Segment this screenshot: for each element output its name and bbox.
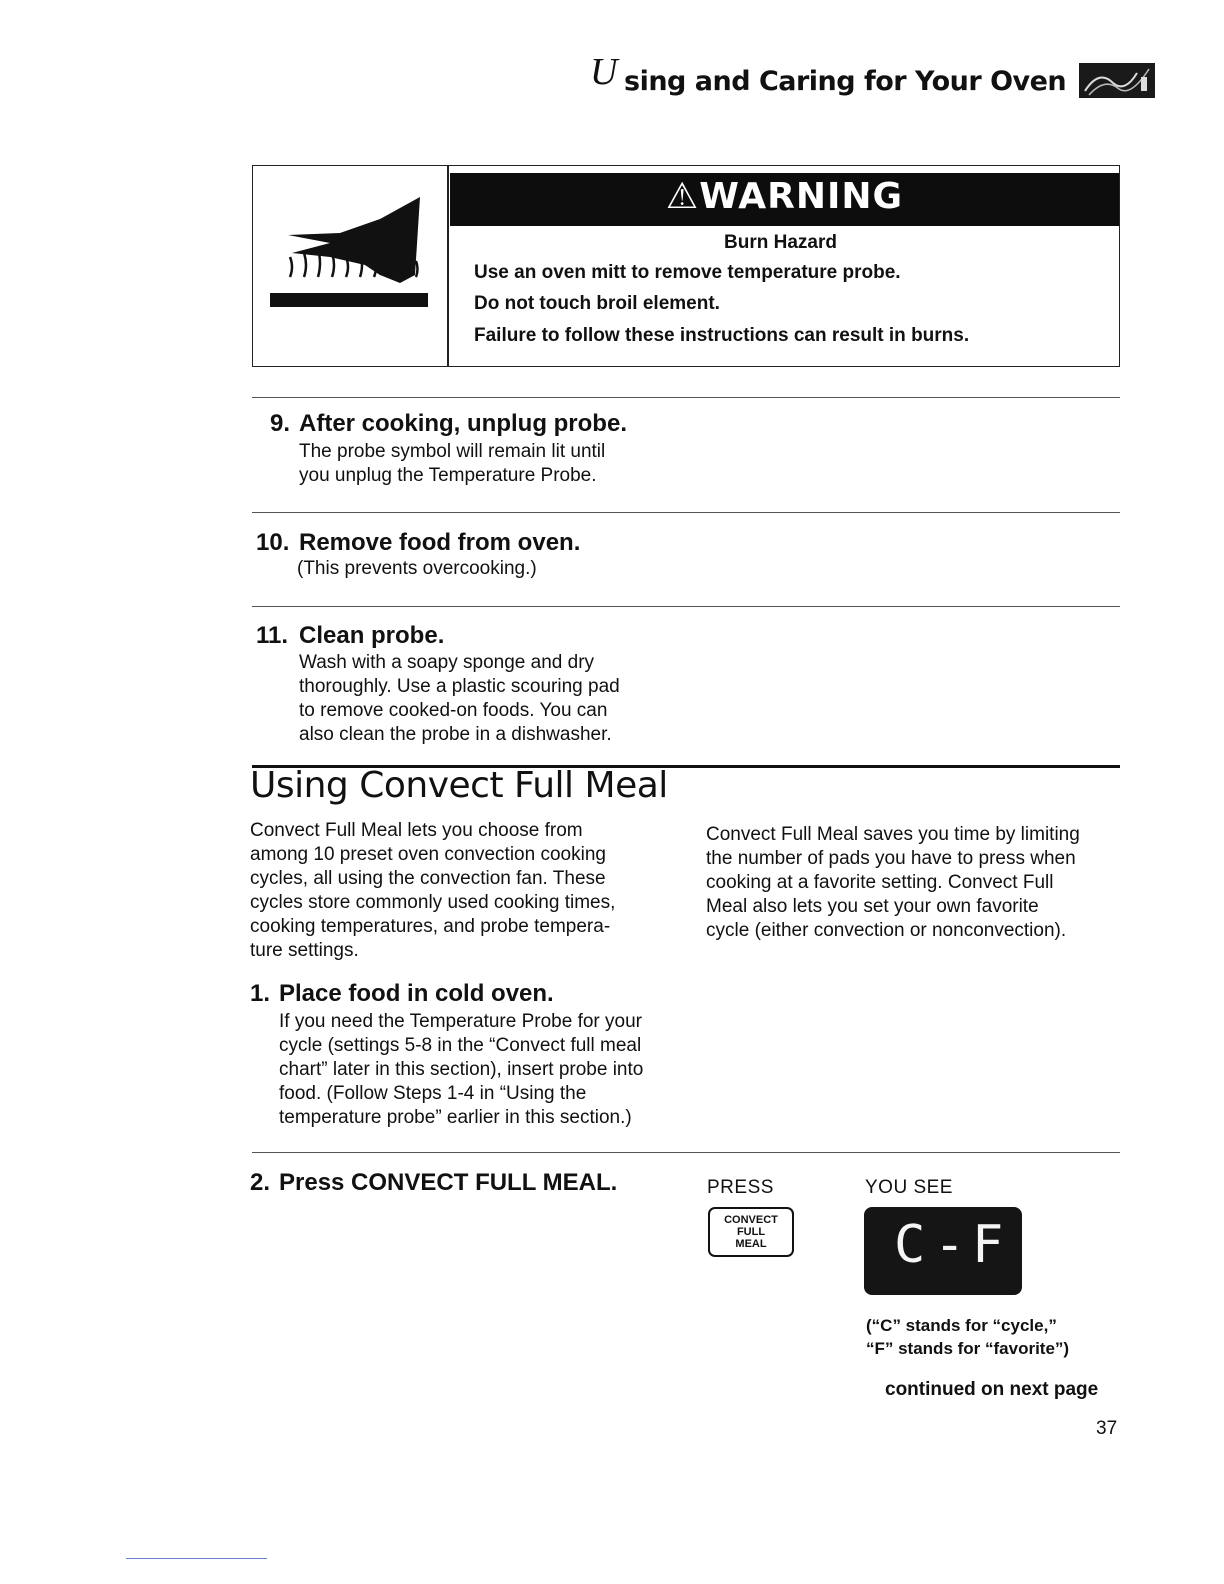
intro-line: cycles store commonly used cooking times,: [250, 892, 616, 913]
intro-line: cooking temperatures, and probe tempera-: [250, 916, 611, 937]
section-title: Using Convect Full Meal: [250, 765, 668, 806]
divider: [252, 397, 1120, 398]
step-body-line: Wash with a soapy sponge and dry: [299, 652, 595, 673]
step-heading: Place food in cold oven.: [279, 980, 554, 1007]
step-body-line: temperature probe” earlier in this section.): [279, 1107, 632, 1128]
display-char: -: [934, 1215, 966, 1275]
continued-note: continued on next page: [885, 1379, 1099, 1400]
step-body-line: to remove cooked-on foods. You can: [299, 700, 608, 721]
header-title: sing and Caring for Your Oven: [624, 66, 1067, 97]
note-line: “F” stands for “favorite”): [866, 1339, 1070, 1358]
step-heading: Press CONVECT FULL MEAL.: [279, 1169, 618, 1196]
step-body-line: (This prevents overcooking.): [297, 558, 537, 579]
intro-line: the number of pads you have to press when: [706, 848, 1076, 869]
warning-line: Do not touch broil element.: [474, 293, 720, 314]
step-heading: Clean probe.: [299, 622, 445, 649]
button-line: MEAL: [735, 1238, 767, 1250]
you-see-label: YOU SEE: [865, 1177, 953, 1198]
intro-line: Convect Full Meal saves you time by limiting: [706, 824, 1080, 845]
step-body-line: chart” later in this section), insert probe into: [279, 1059, 644, 1080]
oven-display: [864, 1207, 1022, 1295]
step-number: 2.: [250, 1169, 271, 1196]
note-line: (“C” stands for “cycle,”: [866, 1316, 1057, 1335]
button-line: CONVECT: [724, 1214, 778, 1226]
footer-rule: [126, 1558, 267, 1559]
step-number: 11.: [256, 622, 289, 649]
convect-full-meal-button[interactable]: [708, 1207, 794, 1257]
intro-line: cycle (either convection or nonconvection).: [706, 920, 1067, 941]
divider: [252, 1152, 1120, 1153]
step-number: 1.: [250, 980, 271, 1007]
intro-line: ture settings.: [250, 940, 359, 961]
step-body-line: The probe symbol will remain lit until: [299, 441, 606, 462]
step-body-line: you unplug the Temperature Probe.: [299, 465, 597, 486]
warning-title: ⚠WARNING: [665, 176, 904, 217]
intro-line: cooking at a favorite setting. Convect Full: [706, 872, 1054, 893]
page-number: 37: [1096, 1418, 1118, 1439]
intro-left: [250, 819, 615, 963]
step-number: 10.: [256, 529, 290, 556]
press-label: PRESS: [707, 1177, 774, 1198]
hot-surface-hand-icon: [270, 195, 430, 325]
intro-line: cycles, all using the convection fan. These: [250, 868, 606, 889]
step-body: [279, 1010, 643, 1130]
warning-line: Use an oven mitt to remove temperature probe.: [474, 262, 901, 283]
button-line: FULL: [736, 1226, 766, 1238]
display-note: [866, 1314, 1069, 1360]
step-body-line: also clean the probe in a dishwasher.: [299, 724, 612, 745]
display-char: F: [972, 1215, 1004, 1275]
header-initial: U: [590, 51, 618, 93]
intro-line: among 10 preset oven convection cooking: [250, 844, 606, 865]
divider: [252, 512, 1120, 513]
display-char: C: [894, 1215, 926, 1275]
page-header: [590, 51, 1070, 106]
step-heading: After cooking, unplug probe.: [299, 410, 627, 437]
intro-line: Meal also lets you set your own favorite: [706, 896, 1039, 917]
warning-divider: [447, 165, 449, 367]
intro-line: Convect Full Meal lets you choose from: [250, 820, 583, 841]
divider: [252, 606, 1120, 607]
intro-right: [706, 823, 1080, 943]
step-body-line: If you need the Temperature Probe for your: [279, 1011, 642, 1032]
step-body-line: thoroughly. Use a plastic scouring pad: [299, 676, 620, 697]
step-heading: Remove food from oven.: [299, 529, 581, 556]
step-body-line: cycle (settings 5-8 in the “Convect full meal: [279, 1035, 642, 1056]
warning-line: Failure to follow these instructions can result in burns.: [474, 325, 970, 346]
step-body-line: food. (Follow Steps 1-4 in “Using the: [279, 1083, 587, 1104]
header-logo-icon: [1079, 63, 1155, 98]
step-number: 9.: [270, 410, 291, 437]
warning-hazard: Burn Hazard: [724, 232, 837, 253]
